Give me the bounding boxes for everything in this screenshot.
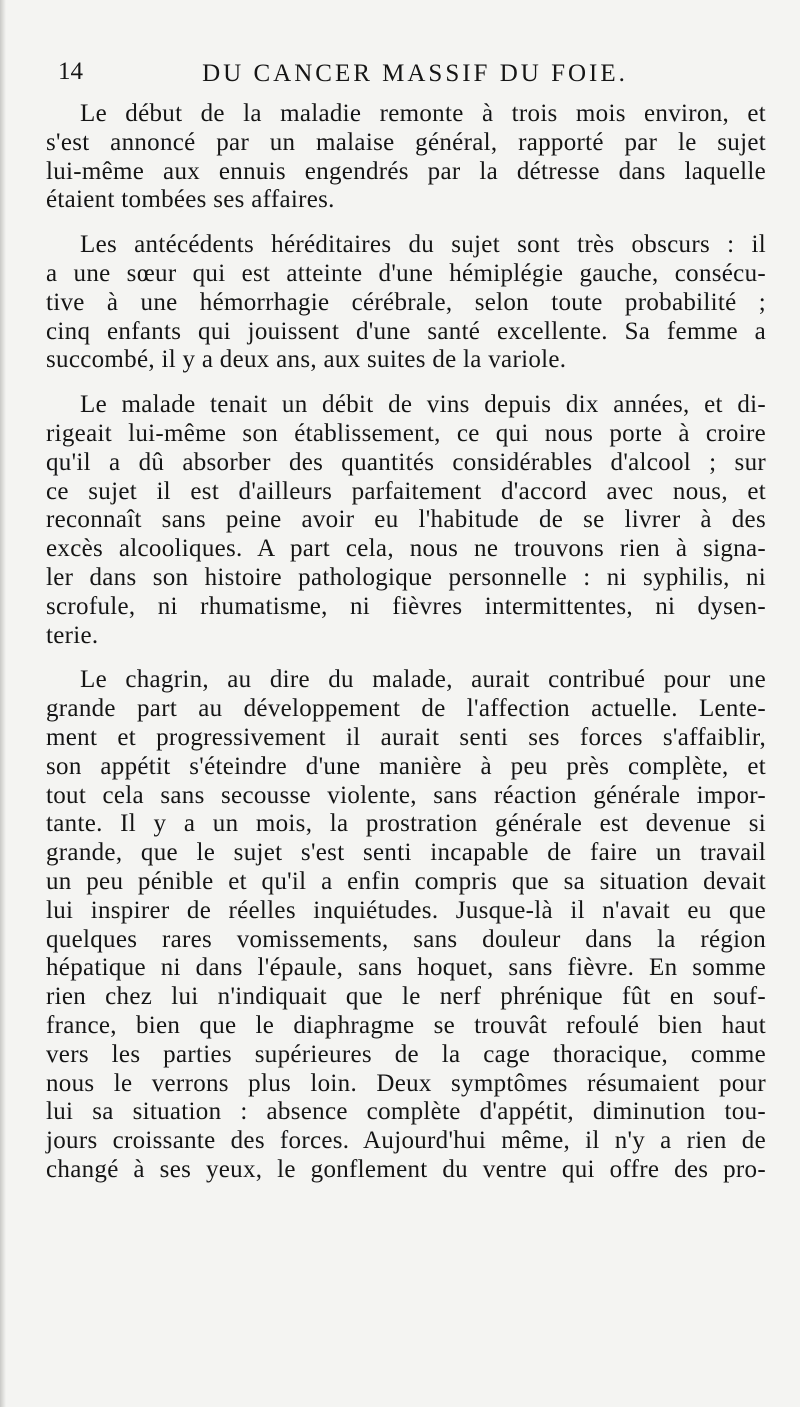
text-line: jours croissante des forces. Aujourd'hui même, il n'y a rien de xyxy=(46,1127,766,1155)
text-line: quelques rares vomissements, sans douleur dans la région xyxy=(46,925,766,953)
text-line: lui sa situation : absence complète d'appétit, diminution tou- xyxy=(46,1098,766,1126)
text-line: étaient tombées ses affaires. xyxy=(46,186,335,214)
text-line: Le début de la maladie remonte à trois mois environ, et xyxy=(80,100,766,127)
text-line: changé à ses yeux, le gonflement du ventre qui offre des pro- xyxy=(46,1155,766,1183)
text-line: Le chagrin, au dire du malade, aurait contribué pour une xyxy=(80,666,766,694)
text-line: reconnaît sans peine avoir eu l'habitude de se livrer à des xyxy=(46,506,766,534)
text-line: cinq enfants qui jouissent d'une santé excellente. Sa femme a xyxy=(46,317,766,345)
text-line: ment et progressivement il aurait senti ses forces s'affaiblir, xyxy=(46,723,766,751)
text-line: terie. xyxy=(46,621,99,649)
running-title: DU CANCER MASSIF DU FOIE. xyxy=(202,60,628,87)
text-line: tout cela sans secousse violente, sans réaction générale impor- xyxy=(46,781,766,809)
text-line: tive à une hémorrhagie cérébrale, selon toute probabilité ; xyxy=(46,288,766,316)
paragraph-2 xyxy=(46,231,766,375)
page-number: 14 xyxy=(58,58,83,85)
paragraph-1 xyxy=(46,100,766,215)
text-line: france, bien que le diaphragme se trouvât refoulé bien haut xyxy=(46,1011,766,1039)
text-line: grande, que le sujet s'est senti incapable de faire un travail xyxy=(46,839,766,867)
text-line: lui inspirer de réelles inquiétudes. Jusque-là il n'avait eu que xyxy=(46,896,766,924)
text-line: Le malade tenait un débit de vins depuis dix années, et di- xyxy=(80,391,766,419)
text-line: vers les parties supérieures de la cage thoracique, comme xyxy=(46,1040,766,1068)
text-line: rigeait lui-même son établissement, ce qui nous porte à croire xyxy=(46,419,766,447)
text-line: tante. Il y a un mois, la prostration générale est devenue si xyxy=(46,810,766,838)
text-line: rien chez lui n'indiquait que le nerf phrénique fût en souf- xyxy=(46,983,766,1011)
text-line: ce sujet il est d'ailleurs parfaitement d'accord avec nous, et xyxy=(46,477,766,505)
text-line: hépatique ni dans l'épaule, sans hoquet, sans fièvre. En somme xyxy=(46,954,766,982)
text-line: Les antécédents héréditaires du sujet sont très obscurs : il xyxy=(80,231,766,259)
text-line: grande part au développement de l'affection actuelle. Lente- xyxy=(46,695,766,723)
paragraph-3 xyxy=(46,391,766,650)
text-line: lui-même aux ennuis engendrés par la détresse dans laquelle xyxy=(46,157,766,185)
text-line: ler dans son histoire pathologique personnelle : ni syphilis, ni xyxy=(46,563,766,591)
text-line: a une sœur qui est atteinte d'une hémiplégie gauche, consécu- xyxy=(46,259,766,287)
text-line: nous le verrons plus loin. Deux symptômes résumaient pour xyxy=(46,1069,766,1097)
text-line: succombé, il y a deux ans, aux suites de la variole. xyxy=(46,346,567,374)
text-line: excès alcooliques. A part cela, nous ne trouvons rien à signa- xyxy=(46,535,766,563)
paragraph-4 xyxy=(46,666,766,1184)
text-line: s'est annoncé par un malaise général, rapporté par le sujet xyxy=(46,128,766,156)
text-line: qu'il a dû absorber des quantités considérables d'alcool ; sur xyxy=(46,448,766,476)
text-line: scrofule, ni rhumatisme, ni fièvres intermittentes, ni dysen- xyxy=(46,592,766,620)
text-line: son appétit s'éteindre d'une manière à peu près complète, et xyxy=(46,752,766,780)
text-line: un peu pénible et qu'il a enfin compris que sa situation devait xyxy=(46,867,766,895)
body-text xyxy=(46,100,766,1201)
